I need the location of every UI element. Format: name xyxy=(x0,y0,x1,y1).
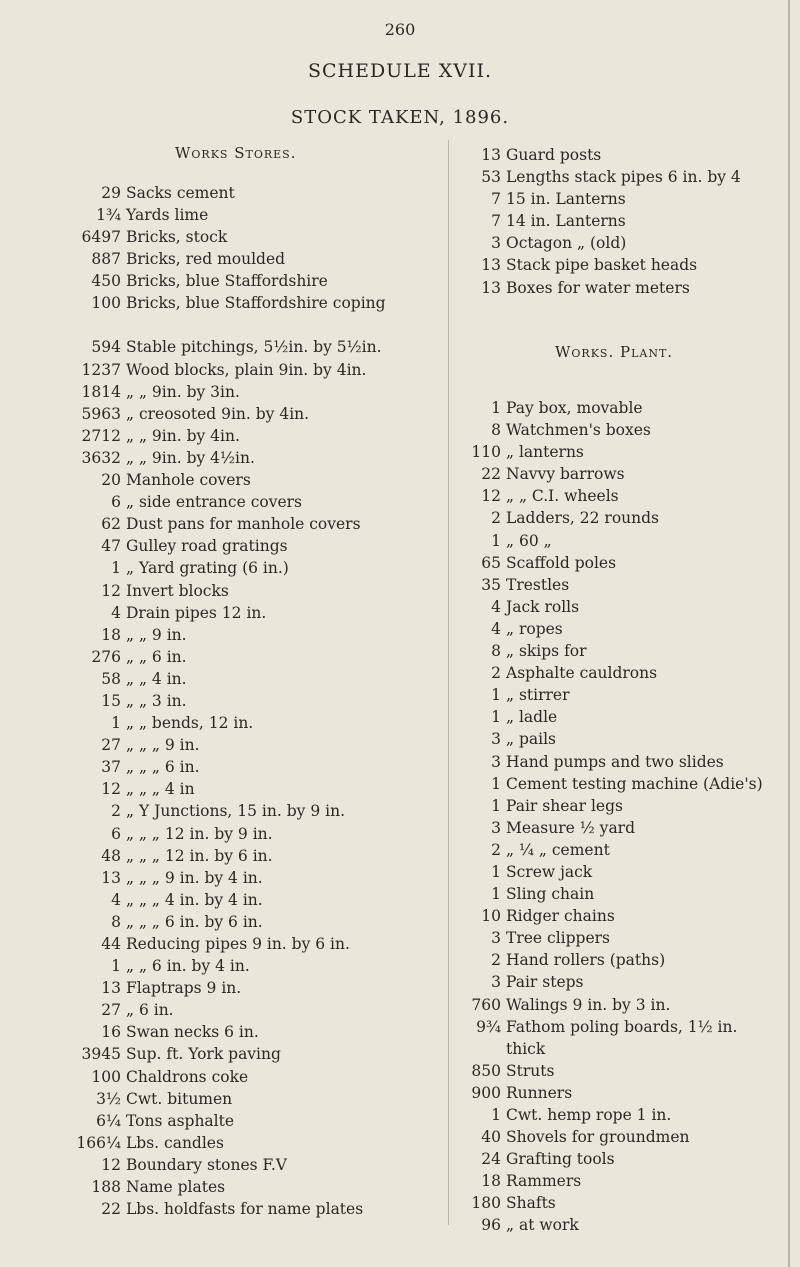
item-description: Struts xyxy=(506,1061,555,1080)
item-quantity: 1814 xyxy=(81,382,121,401)
item-quantity: 3 xyxy=(491,973,501,992)
item-quantity: 100 xyxy=(91,1067,121,1086)
item-description: Shafts xyxy=(506,1194,556,1213)
item-description: Sling chain xyxy=(506,885,595,904)
item-quantity: 3 xyxy=(491,818,501,837)
item-quantity: 62 xyxy=(101,515,121,534)
item-quantity: 1 xyxy=(111,559,121,578)
item-quantity: 2712 xyxy=(81,426,121,445)
item-description: 14 in. Lanterns xyxy=(506,212,626,231)
item-quantity: 3 xyxy=(491,752,501,771)
item-quantity: 188 xyxy=(91,1178,121,1197)
item-quantity: 12 xyxy=(481,487,501,506)
item-description: Drain pipes 12 in. xyxy=(126,603,267,622)
item-description: Lbs. candles xyxy=(126,1133,224,1152)
works-stores-heading: Works Stores. xyxy=(175,144,297,162)
item-description: Wood blocks, plain 9in. by 4in. xyxy=(126,360,367,379)
item-description: „ „ 6 in. xyxy=(126,647,187,666)
item-quantity: 15 xyxy=(101,691,121,710)
item-description: Octagon „ (old) xyxy=(506,234,627,253)
item-quantity: 10 xyxy=(481,907,501,926)
item-quantity: 887 xyxy=(91,250,121,269)
item-quantity: 6¼ xyxy=(96,1111,121,1130)
item-quantity: 3632 xyxy=(81,448,121,467)
item-description: Hand pumps and two slides xyxy=(506,752,724,771)
item-description: Screw jack xyxy=(506,862,593,881)
item-description: Ridger chains xyxy=(506,907,615,926)
item-quantity: 450 xyxy=(91,272,121,291)
item-description: Pay box, movable xyxy=(506,399,643,417)
item-description: „ „ C.I. wheels xyxy=(506,487,619,506)
page-edge-line xyxy=(788,0,790,1267)
item-quantity: 1 xyxy=(491,862,501,881)
item-quantity: 8 xyxy=(111,912,121,931)
item-description: Name plates xyxy=(126,1178,226,1197)
item-description: Jack rolls xyxy=(506,597,580,616)
item-description: Bricks, stock xyxy=(126,228,228,247)
item-description: „ „ „ 12 in. by 6 in. xyxy=(126,846,273,865)
item-quantity: 3 xyxy=(491,234,501,253)
item-quantity: 760 xyxy=(471,995,501,1014)
item-description: Stack pipe basket heads xyxy=(506,256,698,275)
item-quantity: 1¾ xyxy=(96,206,121,225)
item-quantity: 3 xyxy=(491,929,501,948)
item-description: Watchmen's boxes xyxy=(506,421,651,440)
item-quantity: 13 xyxy=(481,146,501,164)
item-quantity: 2 xyxy=(111,802,121,821)
item-quantity: 24 xyxy=(481,1150,501,1168)
item-description: Grafting tools xyxy=(506,1150,615,1168)
item-description: „ „ bends, 12 in. xyxy=(126,714,254,733)
item-quantity: 12 xyxy=(101,1155,121,1174)
item-quantity: 13 xyxy=(101,868,121,887)
item-description: Lengths stack pipes 6 in. by 4 xyxy=(506,168,741,187)
item-description: „ „ 9 in. xyxy=(126,625,187,644)
item-quantity: 1 xyxy=(491,774,501,793)
item-description: Cwt. hemp rope 1 in. xyxy=(506,1105,672,1124)
item-description: Bricks, blue Staffordshire coping xyxy=(126,294,386,313)
item-description: Bricks, blue Staffordshire xyxy=(126,272,328,291)
item-quantity: 7 xyxy=(491,190,501,209)
item-description: Shovels for groundmen xyxy=(506,1127,690,1146)
item-quantity: 2 xyxy=(491,509,501,528)
item-description: „ „ „ 6 in. by 6 in. xyxy=(126,912,263,931)
item-quantity: 4 xyxy=(111,603,121,622)
item-description: „ „ 9in. by 4½in. xyxy=(126,448,255,467)
item-description: „ „ 6 in. by 4 in. xyxy=(126,957,250,976)
item-quantity: 48 xyxy=(101,846,121,865)
item-quantity: 6497 xyxy=(81,228,121,247)
item-description: Runners xyxy=(506,1083,573,1102)
item-quantity: 22 xyxy=(101,1200,121,1219)
item-quantity: 850 xyxy=(471,1061,501,1080)
item-description: „ „ „ 12 in. by 9 in. xyxy=(126,824,273,843)
item-quantity: 9¾ xyxy=(476,1017,501,1036)
item-description: „ ¼ „ cement xyxy=(506,840,610,859)
item-quantity: 47 xyxy=(101,537,121,556)
item-quantity: 4 xyxy=(491,597,501,616)
item-description: Tons asphalte xyxy=(126,1111,235,1130)
item-quantity: 58 xyxy=(101,669,121,688)
item-quantity: 900 xyxy=(471,1083,501,1102)
item-description: Pair steps xyxy=(506,973,584,992)
item-quantity: 4 xyxy=(491,619,501,638)
item-quantity: 13 xyxy=(481,256,501,275)
item-quantity: 1 xyxy=(491,686,501,705)
item-description: „ „ „ 4 in. by 4 in. xyxy=(126,890,263,909)
item-description: „ „ „ 4 in xyxy=(126,780,195,799)
item-quantity: 2 xyxy=(491,951,501,970)
item-description: Measure ½ yard xyxy=(506,818,636,837)
item-quantity: 2 xyxy=(491,664,501,683)
item-quantity: 3945 xyxy=(81,1045,121,1064)
item-description: Tree clippers xyxy=(506,929,610,948)
item-description: Pair shear legs xyxy=(506,796,623,815)
item-quantity: 20 xyxy=(101,471,121,490)
item-description: „ „ „ 9 in. by 4 in. xyxy=(126,868,263,887)
item-description: Trestles xyxy=(506,575,570,594)
item-description: Guard posts xyxy=(506,146,602,164)
item-quantity: 1 xyxy=(491,399,501,417)
item-description: „ 6 in. xyxy=(126,1001,174,1020)
item-description: „ „ 9in. by 3in. xyxy=(126,382,240,401)
item-description: „ stirrer xyxy=(506,686,570,705)
item-quantity: 1 xyxy=(111,714,121,733)
item-quantity: 4 xyxy=(111,890,121,909)
item-quantity: 2 xyxy=(491,840,501,859)
item-description: Dust pans for manhole covers xyxy=(126,515,361,534)
item-quantity: 110 xyxy=(471,443,501,462)
item-description: „ lanterns xyxy=(506,443,584,462)
item-description: Swan necks 6 in. xyxy=(126,1023,259,1042)
item-description: Hand rollers (paths) xyxy=(506,951,666,970)
item-description: Invert blocks xyxy=(126,581,229,600)
item-description: Asphalte cauldrons xyxy=(506,664,658,683)
item-quantity: 22 xyxy=(481,465,501,484)
item-description: Lbs. holdfasts for name plates xyxy=(126,1200,364,1219)
item-description: „ Yard grating (6 in.) xyxy=(126,559,289,578)
item-description: „ ladle xyxy=(506,708,558,727)
item-description: Stable pitchings, 5½in. by 5½in. xyxy=(126,338,382,357)
item-description: „ creosoted 9in. by 4in. xyxy=(126,404,310,423)
item-quantity: 1 xyxy=(491,796,501,815)
item-quantity: 27 xyxy=(101,1001,121,1020)
item-quantity: 29 xyxy=(101,184,121,202)
item-quantity: 96 xyxy=(481,1216,501,1235)
item-quantity: 12 xyxy=(101,581,121,600)
item-description: 15 in. Lanterns xyxy=(506,190,626,209)
item-quantity: 16 xyxy=(101,1023,121,1042)
item-description: „ „ 9in. by 4in. xyxy=(126,426,240,445)
item-description: „ at work xyxy=(506,1216,579,1235)
item-quantity: 18 xyxy=(101,625,121,644)
works-plant-heading: Works. Plant. xyxy=(555,343,674,361)
item-quantity: 40 xyxy=(481,1127,501,1146)
item-description: Boxes for water meters xyxy=(506,278,690,297)
item-description: „ 60 „ xyxy=(506,531,552,550)
item-quantity: 18 xyxy=(481,1172,501,1191)
item-quantity: 1237 xyxy=(81,360,121,379)
item-quantity: 1 xyxy=(491,885,501,904)
item-description: Sacks cement xyxy=(126,184,235,202)
item-quantity: 35 xyxy=(481,575,501,594)
item-quantity: 8 xyxy=(491,642,501,661)
item-description: Bricks, red moulded xyxy=(126,250,286,269)
item-quantity: 13 xyxy=(481,278,501,297)
item-quantity: 37 xyxy=(101,758,121,777)
page-number: 260 xyxy=(384,20,416,39)
column-divider xyxy=(448,140,449,1225)
item-description: Boundary stones F.V xyxy=(126,1155,287,1174)
item-description: Rammers xyxy=(506,1172,582,1191)
item-description: Yards lime xyxy=(126,206,209,225)
item-description: Scaffold poles xyxy=(506,553,617,572)
item-quantity: 1 xyxy=(491,531,501,550)
item-description: „ ropes xyxy=(506,619,563,638)
item-quantity: 3 xyxy=(491,730,501,749)
item-description: „ „ „ 9 in. xyxy=(126,736,200,755)
item-description: „ „ 3 in. xyxy=(126,691,187,710)
item-quantity: 180 xyxy=(471,1194,501,1213)
item-description: Sup. ft. York paving xyxy=(126,1045,281,1064)
item-quantity: 12 xyxy=(101,780,121,799)
item-quantity: 44 xyxy=(101,935,121,953)
item-description: Manhole covers xyxy=(126,471,251,490)
item-description: Fathom poling boards, 1½ in. thick xyxy=(506,1017,738,1058)
item-quantity: 1 xyxy=(111,957,121,976)
item-description: Ladders, 22 rounds xyxy=(506,509,660,528)
item-quantity: 1 xyxy=(491,708,501,727)
item-description: Cement testing machine (Adie's) xyxy=(506,774,763,793)
item-quantity: 13 xyxy=(101,979,121,998)
item-description: Walings 9 in. by 3 in. xyxy=(506,995,671,1014)
item-description: „ side entrance covers xyxy=(126,493,302,512)
item-description: Navvy barrows xyxy=(506,465,625,484)
item-description: Chaldrons coke xyxy=(126,1067,249,1086)
item-quantity: 8 xyxy=(491,421,501,440)
item-quantity: 6 xyxy=(111,824,121,843)
item-quantity: 100 xyxy=(91,294,121,313)
item-quantity: 3½ xyxy=(96,1089,121,1108)
item-description: Reducing pipes 9 in. by 6 in. xyxy=(126,935,350,953)
item-quantity: 594 xyxy=(91,338,121,357)
item-description: Gulley road gratings xyxy=(126,537,288,556)
item-quantity: 166¼ xyxy=(76,1133,121,1152)
item-quantity: 5963 xyxy=(81,404,121,423)
item-description: Flaptraps 9 in. xyxy=(126,979,242,998)
item-description: „ skips for xyxy=(506,642,587,661)
item-description: „ „ 4 in. xyxy=(126,669,187,688)
item-quantity: 65 xyxy=(481,553,501,572)
item-quantity: 276 xyxy=(91,647,121,666)
schedule-title: SCHEDULE XVII. xyxy=(307,60,493,82)
item-quantity: 7 xyxy=(491,212,501,231)
item-description: „ pails xyxy=(506,730,556,749)
item-description: „ „ „ 6 in. xyxy=(126,758,200,777)
item-quantity: 27 xyxy=(101,736,121,755)
item-description: „ Y Junctions, 15 in. by 9 in. xyxy=(126,802,345,821)
item-quantity: 6 xyxy=(111,493,121,512)
item-quantity: 1 xyxy=(491,1105,501,1124)
item-quantity: 53 xyxy=(481,168,501,187)
schedule-subtitle: STOCK TAKEN, 1896. xyxy=(290,107,510,128)
item-description: Cwt. bitumen xyxy=(126,1089,233,1108)
